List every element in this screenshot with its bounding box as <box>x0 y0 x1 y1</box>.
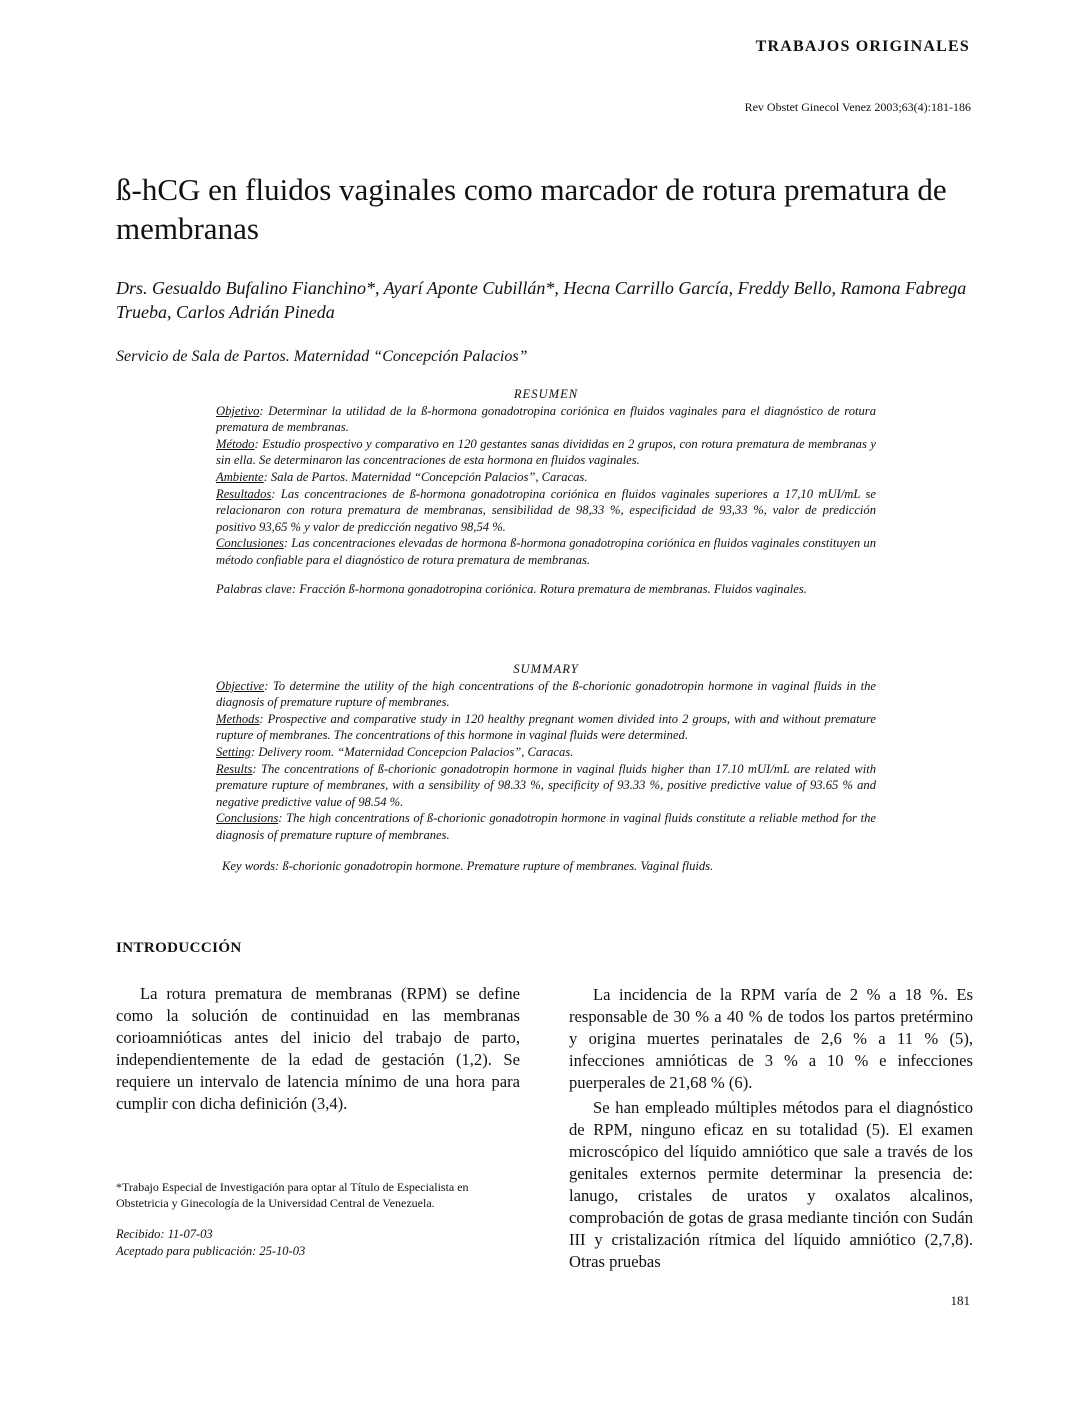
resumen-heading: RESUMEN <box>513 387 579 401</box>
intro-paragraph-3: Se han empleado múltiples métodos para el diagnóstico de RPM, ninguno eficaz en su totalidad (5). El examen microscópico del líquido amniótico que sale a través de los genitales externos permite determinar la presencia de: lanugo, cristales de uratos y oxalatos alcalinos, comprobación de gotas de grasa mediante tinción con Sudán III y cristalización rítmica del líquido amniótico (2,7,8). Otras pruebas <box>569 1098 973 1271</box>
intro-heading: INTRODUCCIÓN <box>116 940 242 956</box>
resumen-conclusiones <box>216 535 876 568</box>
summary-results-text: : The concentrations of ß-chorionic gonadotropin hormone in vaginal fluids higher than 17.10 mUI/mL are related with premature rupture of membranes, with a sensibility of 98.33 %, specificity of 93.33 %, positive predictive value of 93.65 % and negative predictive value of 98.54 %. <box>216 761 876 809</box>
resumen-objetivo <box>216 403 876 436</box>
intro-right-column <box>569 984 973 1273</box>
page-number: 181 <box>950 1293 970 1308</box>
resumen-metodo <box>216 436 876 469</box>
resumen-resultados <box>216 486 876 536</box>
intro-paragraph-2: La incidencia de la RPM varía de 2 % a 18 %. Es responsable de 30 % a 40 % de todos los partos pretérmino y origina muertes perinatales de 2,6 % a 11 % (5), infecciones amnióticas de 3 % a 10 % e infecciones puerperales de 21,68 % (6). <box>569 985 973 1092</box>
summary-objective-text: : To determine the utility of the high concentrations of the ß-chorionic gonadotropin hormone in vaginal fluids in the diagnosis of premature rupture of membranes. <box>216 678 876 710</box>
received-date: Recibido: 11-07-03 <box>116 1227 213 1241</box>
intro-paragraph-1: La rotura prematura de membranas (RPM) se define como la solución de continuidad en las membranas corioamnióticas antes del inicio del trabajo de parto, independientemente de la edad de gestación (1,2). Se requiere un intervalo de latencia mínimo de una hora para cumplir con dicha definición (3,4). <box>116 984 520 1113</box>
key-words: Key words: ß-chorionic gonadotropin hormone. Premature rupture of membranes. Vaginal fluids. <box>222 858 714 873</box>
summary-methods-label: Methods <box>216 711 260 726</box>
summary-conclusions-label: Conclusions <box>216 811 279 826</box>
summary-conclusions <box>216 810 876 843</box>
resumen-objetivo-text: : Determinar la utilidad de la ß-hormona gonadotropina coriónica en fluidos vaginales para el diagnóstico de rotura prematura de membranas. <box>216 403 876 435</box>
resumen-conclusiones-text: : Las concentraciones elevadas de hormona ß-hormona gonadotropina coriónica en fluidos vaginales constituyen un método confiable para el diagnóstico de rotura prematura de membranas. <box>216 536 876 567</box>
accepted-date: Aceptado para publicación: 25-10-03 <box>116 1244 306 1258</box>
resumen-metodo-label: Método <box>216 436 255 451</box>
resumen-resultados-text: : Las concentraciones de ß-hormona gonadotropina coriónica en fluidos vaginales superiores a 17,10 mUI/mL se relacionaron con rotura prematura de membranas, sensibilidad de 98,33 %, especificidad de 93,33 %, valor de predicción positivo 93,65 % y valor de predicción negativo 98,54 %. <box>216 486 876 534</box>
journal-citation: Rev Obstet Ginecol Venez 2003;63(4):181-186 <box>744 100 971 114</box>
palabras-clave: Palabras clave: Fracción ß-hormona gonadotropina coriónica. Rotura prematura de membranas. Fluidos vaginales. <box>216 581 807 596</box>
resumen-ambiente <box>216 469 876 486</box>
summary-setting-text: : Delivery room. “Maternidad Concepcion Palacios”, Caracas. <box>250 744 574 759</box>
summary-block <box>216 661 876 874</box>
resumen-ambiente-label: Ambiente <box>216 469 264 484</box>
section-tag: TRABAJOS ORIGINALES <box>755 38 970 55</box>
summary-heading: SUMMARY <box>513 662 579 676</box>
summary-setting <box>216 744 876 761</box>
summary-conclusions-text: : The high concentrations of ß-chorionic gonadotropin hormone in vaginal fluids constitute a reliable method for the diagnosis of premature rupture of membranes. <box>216 811 876 842</box>
affiliation: Servicio de Sala de Partos. Maternidad “Concepción Palacios” <box>116 348 528 365</box>
intro-left-column <box>116 983 520 1115</box>
resumen-block <box>216 386 876 597</box>
resumen-ambiente-text: : Sala de Partos. Maternidad “Concepción Palacios”, Caracas. <box>263 469 588 484</box>
summary-setting-label: Setting <box>216 744 251 759</box>
summary-results <box>216 761 876 811</box>
resumen-conclusiones-label: Conclusiones <box>216 536 284 551</box>
footnote: *Trabajo Especial de Investigación para optar al Título de Especialista en Obstetricia y Ginecología de la Universidad Central de Venezuela. <box>116 1180 469 1210</box>
summary-objective <box>216 678 876 711</box>
article-dates <box>116 1226 305 1260</box>
author-list: Drs. Gesualdo Bufalino Fianchino*, Ayarí Aponte Cubillán*, Hecna Carrillo García, Freddy Bello, Ramona Fabrega Trueba, Carlos Adrián Pineda <box>116 278 967 322</box>
resumen-metodo-text: : Estudio prospectivo y comparativo en 120 gestantes sanas divididas en 2 grupos, con rotura prematura de membranas y sin ella. Se determinaron las concentraciones de esta hormona en fluidos vaginales. <box>216 436 876 468</box>
summary-methods <box>216 711 876 744</box>
article-title: ß-hCG en fluidos vaginales como marcador de rotura prematura de membranas <box>116 172 947 246</box>
summary-results-label: Results <box>216 761 253 776</box>
resumen-objetivo-label: Objetivo <box>216 403 260 418</box>
summary-methods-text: : Prospective and comparative study in 120 healthy pregnant women divided into 2 groups, with and without premature rupture of membranes. The concentrations of this hormone in vaginal fluids were determined. <box>216 711 876 743</box>
resumen-resultados-label: Resultados <box>216 486 272 501</box>
summary-objective-label: Objective <box>216 678 265 693</box>
